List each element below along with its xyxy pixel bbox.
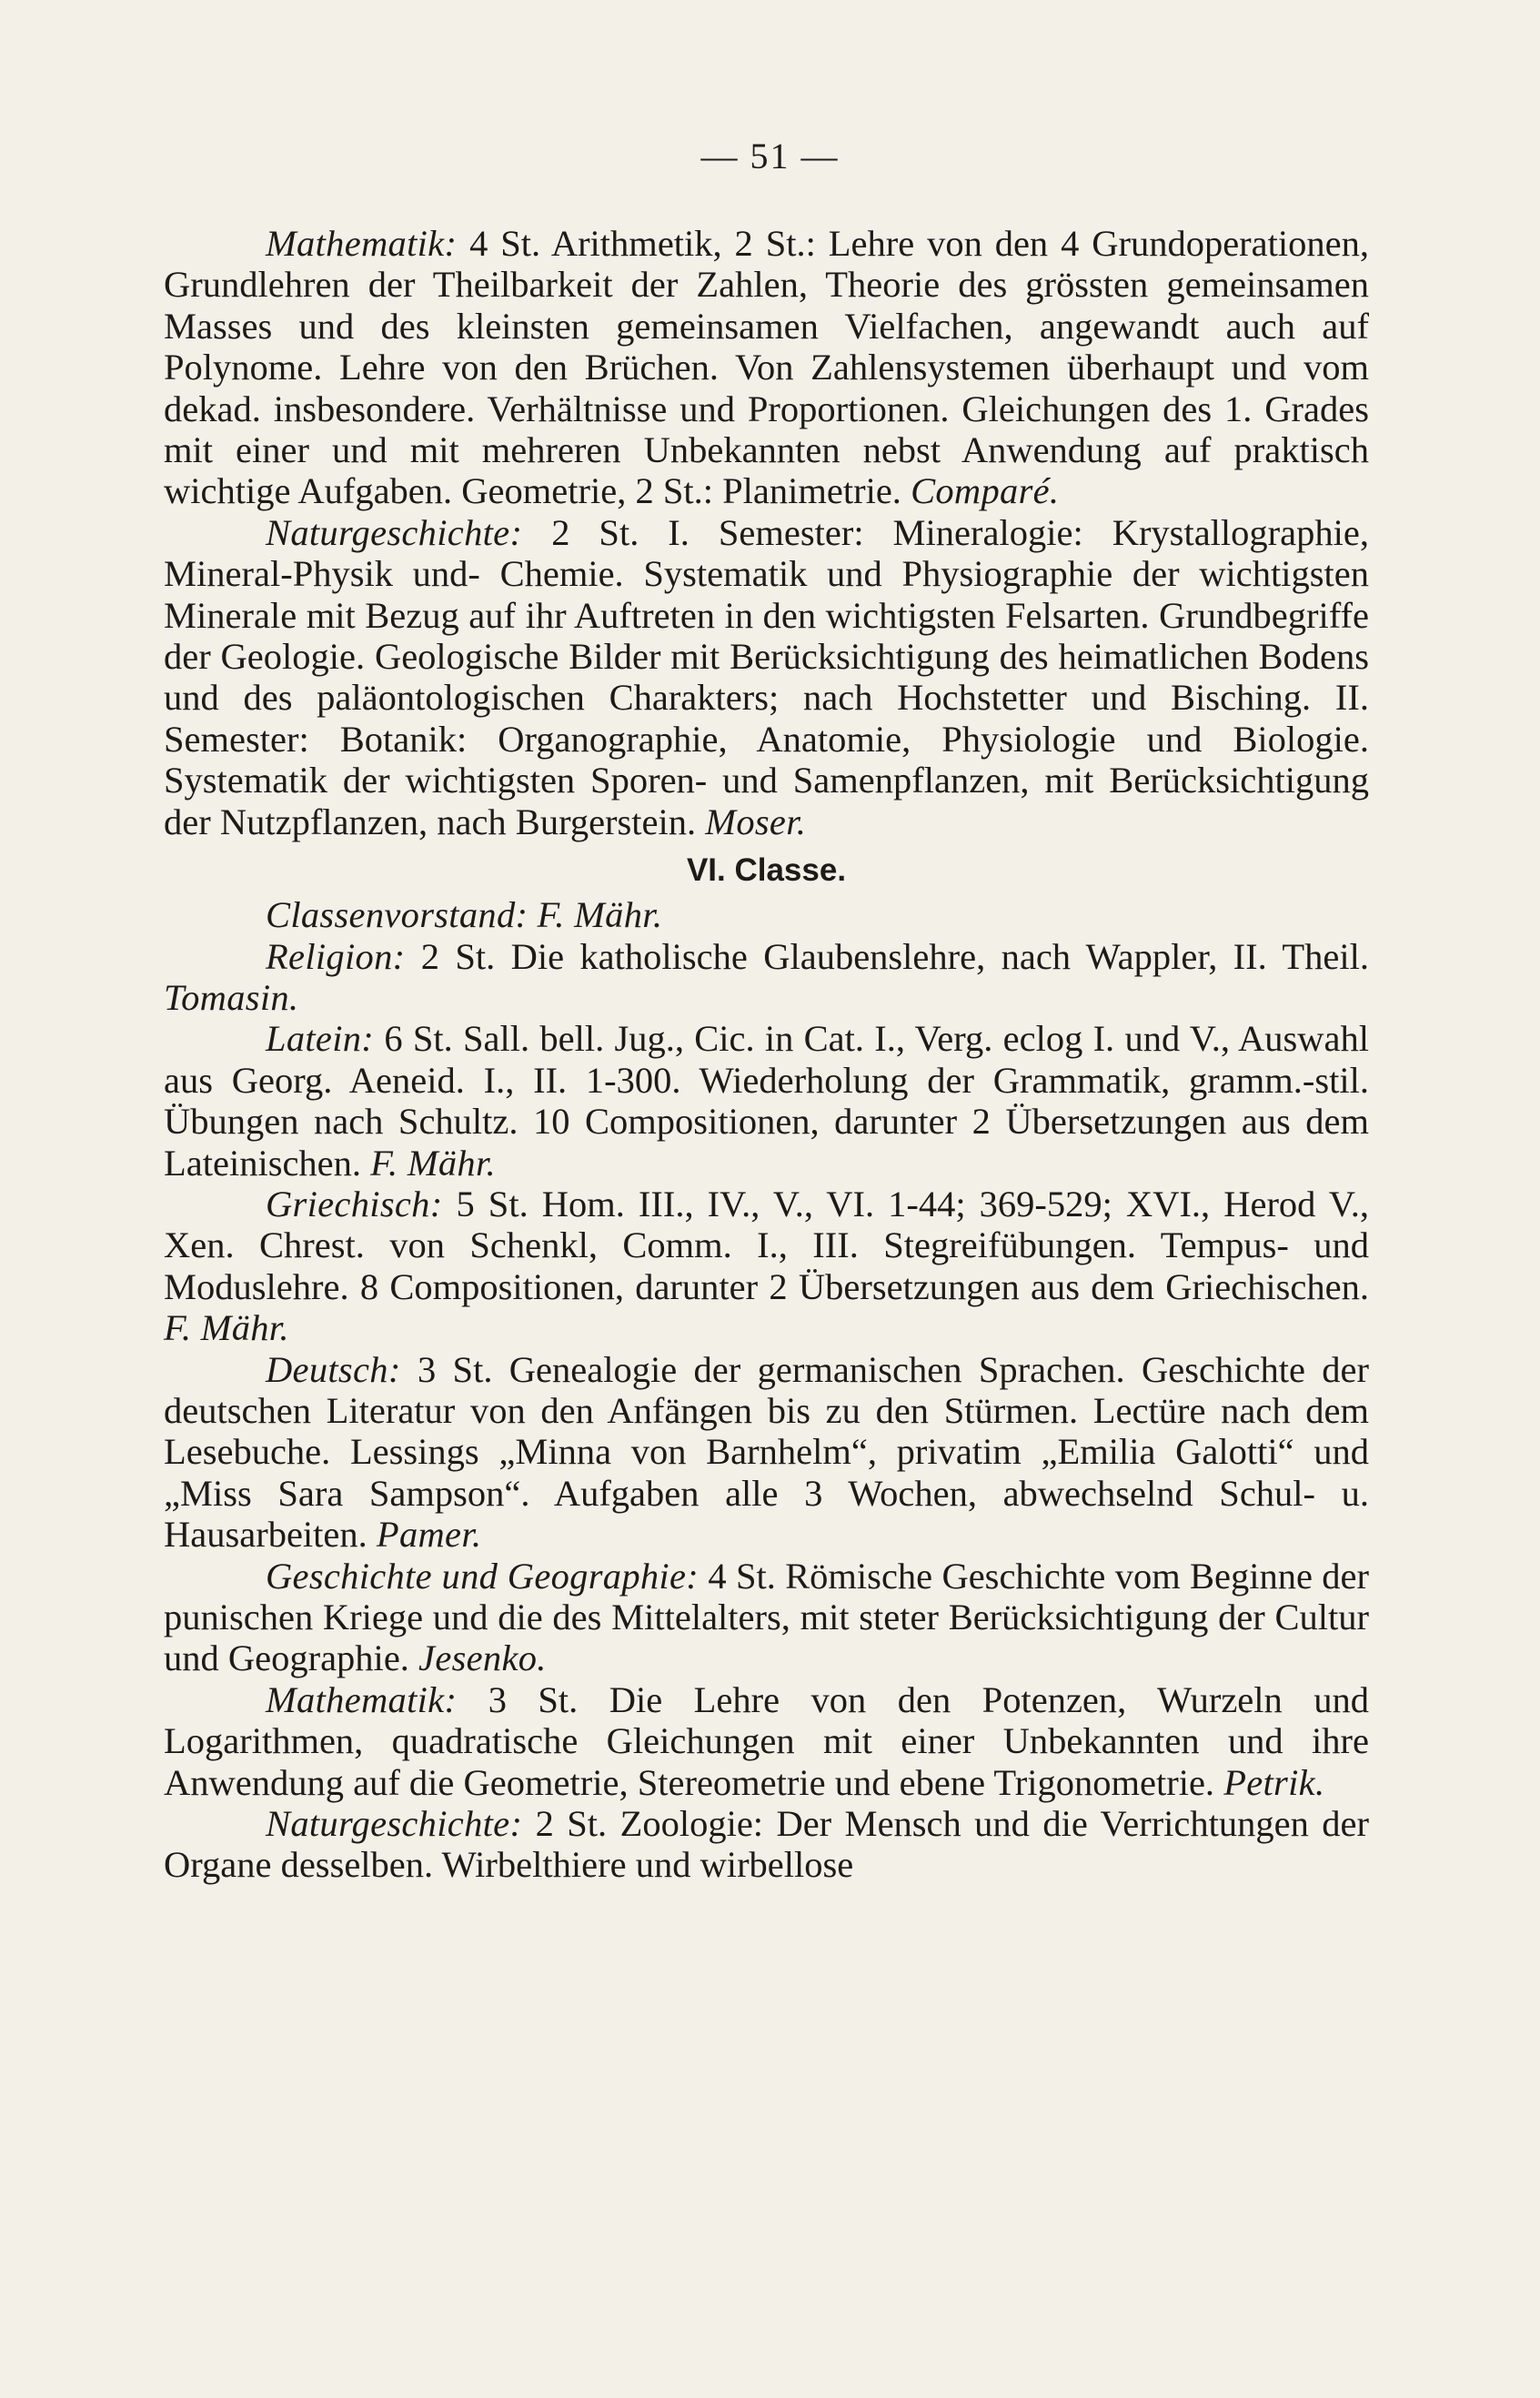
subject-name: Latein: (266, 1018, 375, 1060)
subject-name: Mathematik: (266, 1678, 458, 1720)
subject-description: 4 St. Arithmetik, 2 St.: Lehre von den 4 Grundoperationen, Grundlehren der Theilbarkeit der Zahlen, Theorie des grössten gemeinsamen Masses und des kleinsten gemeinsamen Vielfachen, angewandt auch auf Polynome. Lehre von den Brüchen. Von Zahlensystemen überhaupt und vom dekad. insbesondere. Verhältnisse und Proportionen. Gleichungen des 1. Grades mit einer und mit mehreren Unbekannten nebst Anwendung auf praktisch wichtige Aufgaben. Geometrie, 2 St.: Planimetrie. (164, 223, 1369, 512)
subject-name: Classenvorstand: (266, 894, 528, 936)
subject-paragraph (164, 1556, 1369, 1679)
subject-name: Naturgeschichte: (266, 1803, 523, 1845)
subject-paragraph (164, 1803, 1369, 1886)
subject-description: 2 St. Zoologie: Der Mensch und die Verrichtungen der Organe desselben. Wirbelthiere und wirbellose (164, 1803, 1369, 1886)
section-heading: VI. Classe. (686, 852, 847, 889)
subject-description: 5 St. Hom. III., IV., V., VI. 1-44; 369-529; XVI., Herod V., Xen. Chrest. von Schenkl, Comm. I., III. Stegreifübungen. Tempus- und Moduslehre. 8 Compositionen, darunter 2 Übersetzungen aus dem Griechischen. (164, 1183, 1369, 1307)
subject-description: 2 St. Die katholische Glaubenslehre, nach Wappler, II. Theil. (405, 935, 1369, 977)
subject-description (528, 894, 537, 935)
subject-name: Geschichte und Geographie: (266, 1555, 700, 1597)
subject-name: Deutsch: (266, 1348, 401, 1390)
teacher-name: F. Mähr. (370, 1142, 496, 1184)
teacher-name: Pamer. (376, 1514, 482, 1556)
subject-description: 3 St. Genealogie der germanischen Sprachen. Geschichte der deutschen Literatur von den Anfängen bis zu den Stürmen. Lectüre nach dem Lesebuche. Lessings „Minna von Barnhelm“, privatim „Emilia Galotti“ und „Miss Sara Sampson“. Aufgaben alle 3 Wochen, abwechselnd Schul- u. Hausarbeiten. (164, 1348, 1369, 1556)
subject-paragraph (164, 512, 1369, 842)
teacher-name: Tomasin. (164, 976, 299, 1018)
subject-name: Naturgeschichte: (266, 511, 523, 553)
subject-paragraph (164, 1184, 1369, 1349)
teacher-name: Comparé. (911, 470, 1060, 512)
subject-description: 3 St. Die Lehre von den Potenzen, Wurzeln und Logarithmen, quadratische Gleichungen mit einer Unbekannten und ihre Anwendung auf die Geometrie, Stereometrie und ebene Trigonometrie. (164, 1678, 1369, 1803)
teacher-name: Moser. (705, 801, 807, 842)
teacher-name: Petrik. (1223, 1761, 1325, 1803)
subject-name: Religion: (266, 935, 406, 977)
subject-name: Griechisch: (266, 1183, 443, 1224)
subject-paragraph (164, 1018, 1369, 1184)
teacher-name: F. Mähr. (164, 1307, 289, 1349)
subject-name: Mathematik: (266, 223, 458, 264)
teacher-name: F. Mähr. (537, 894, 663, 936)
text-block (164, 223, 1369, 1886)
subject-description: 4 St. Römische Geschichte vom Beginne der punischen Kriege und die des Mittelalters, mit steter Berücksichtigung der Cultur und Geographie. (164, 1555, 1370, 1679)
page-number: — 51 — (700, 136, 840, 176)
subject-description: 2 St. I. Semester: Mineralogie: Krystallographie, Mineral-Physik und- Chemie. Systematik und Physiographie der wichtigsten Minerale mit Bezug auf ihr Auftreten in den wichtigsten Felsarten. Grundbegriffe der Geologie. Geologische Bilder mit Berücksichtigung des heimatlichen Bodens und des paläontologischen Charakters; nach Hochstetter und Bisching. II. Semester: Botanik: Organographie, Anatomie, Physiologie und Biologie. Systematik der wichtigsten Sporen- und Samenpflanzen, mit Berücksichtigung der Nutzpflanzen, nach Burgerstein. (164, 511, 1369, 842)
subject-description: 6 St. Sall. bell. Jug., Cic. in Cat. I., Verg. eclog I. und V., Auswahl aus Georg. Aeneid. I., II. 1-300. Wiederholung der Grammatik, gramm.-stil. Übungen nach Schultz. 10 Compositionen, darunter 2 Übersetzungen aus dem Lateinischen. (164, 1018, 1369, 1184)
subject-paragraph (164, 894, 1369, 935)
subject-paragraph (164, 1349, 1369, 1556)
subject-paragraph (164, 936, 1369, 1019)
subject-paragraph (164, 223, 1369, 512)
subject-paragraph (164, 1679, 1369, 1803)
teacher-name: Jesenko. (418, 1637, 547, 1679)
